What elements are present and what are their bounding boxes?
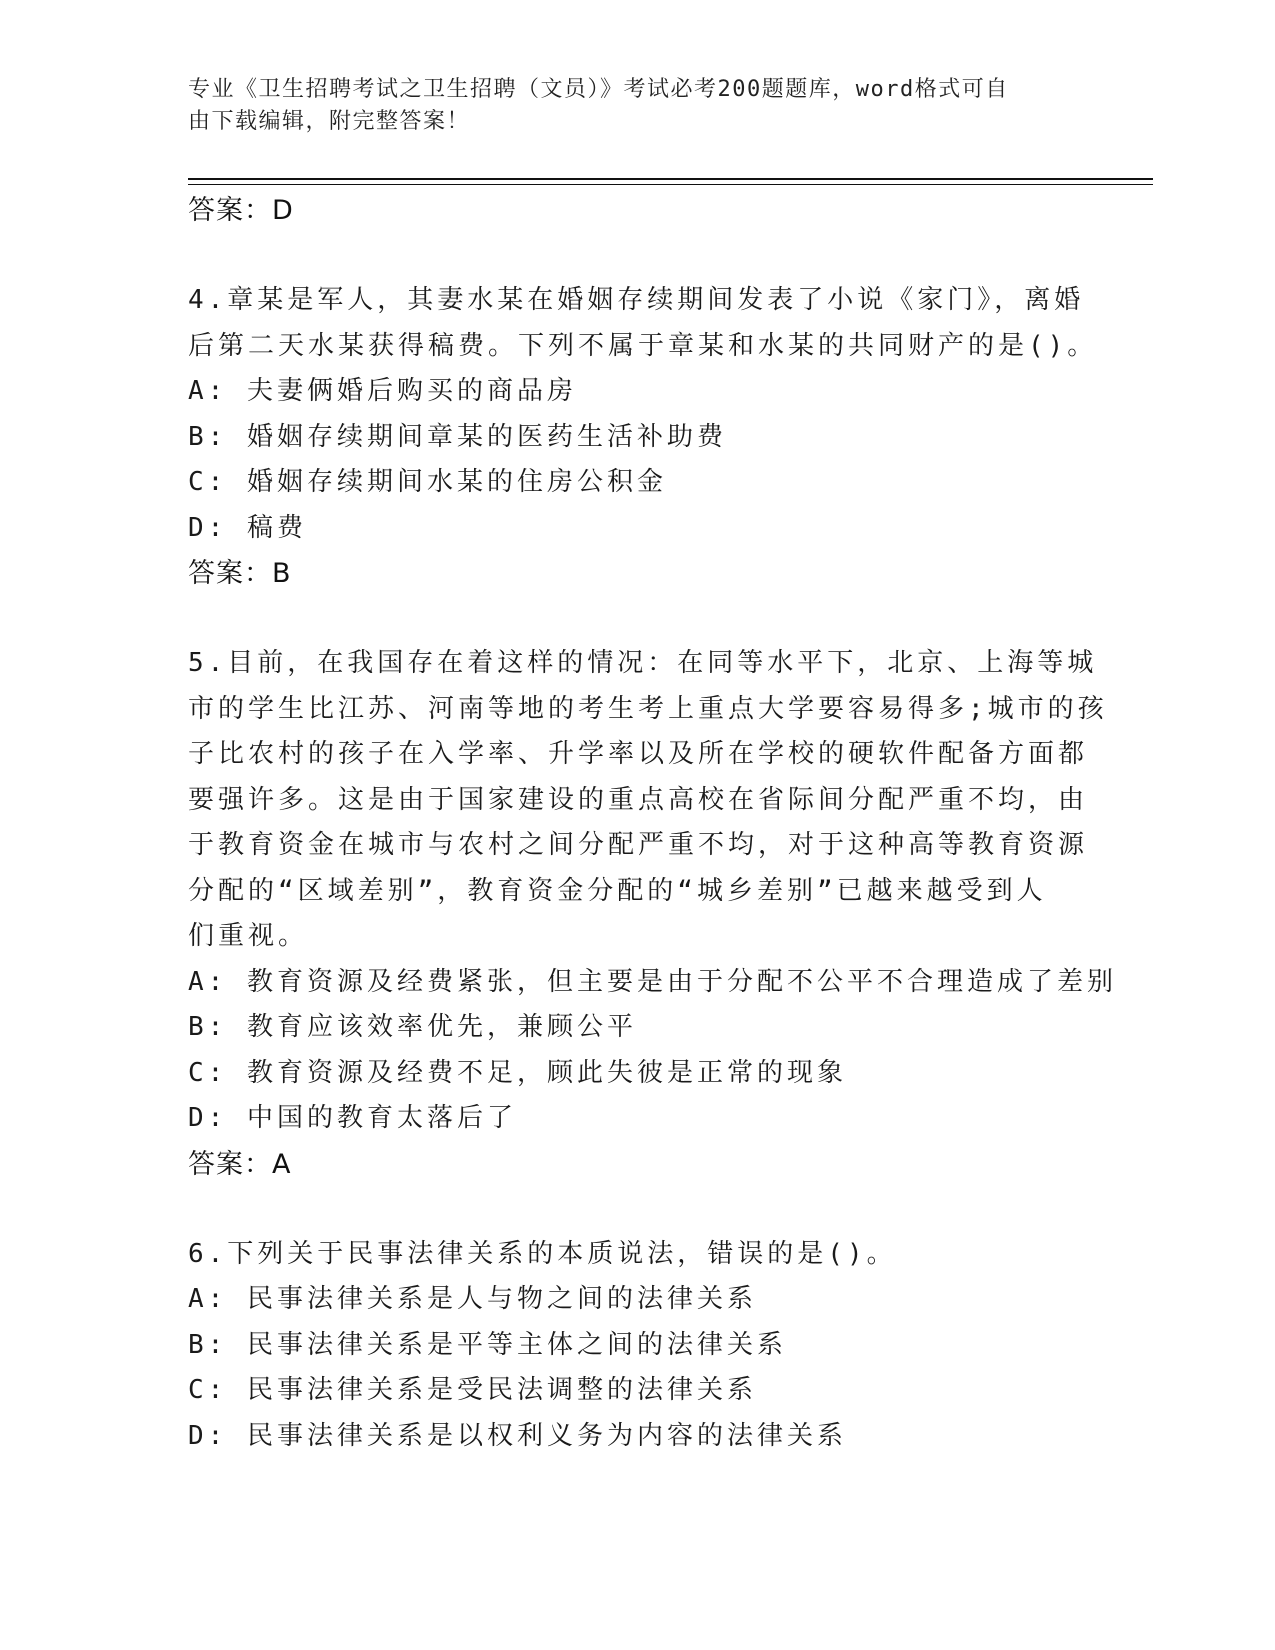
spacer	[188, 233, 1088, 278]
question-6-option-b: B: 民事法律关系是平等主体之间的法律关系	[188, 1329, 787, 1360]
question-5-option-a: A: 教育资源及经费紧张，但主要是由于分配不公平不合理造成了差别	[188, 966, 1117, 997]
question-5-line-6: 分配的“区域差别”，教育资金分配的“城乡差别”已越来越受到人	[188, 875, 1047, 906]
question-6-line-1: 6.下列关于民事法律关系的本质说法，错误的是()。	[188, 1238, 897, 1269]
answer-q3: 答案：D	[188, 195, 294, 226]
question-4-option-b: B: 婚姻存续期间章某的医药生活补助费	[188, 421, 727, 452]
question-4-option-c: C: 婚姻存续期间水某的住房公积金	[188, 467, 667, 497]
question-4	[188, 278, 1098, 596]
question-5-option-d: D: 中国的教育太落后了	[188, 1103, 517, 1133]
question-5-line-4: 要强许多。这是由于国家建设的重点高校在省际间分配严重不均，由	[188, 784, 1089, 815]
header-line-1: 专业《卫生招聘考试之卫生招聘（文员）》考试必考200题题库，word格式可自	[188, 77, 1009, 102]
page-header	[188, 74, 1068, 138]
question-6-option-c: C: 民事法律关系是受民法调整的法律关系	[188, 1375, 757, 1405]
header-rule-thick	[188, 178, 1153, 180]
question-5	[188, 641, 1117, 1187]
question-list	[188, 188, 1117, 1459]
question-5-line-3: 子比农村的孩子在入学率、升学率以及所在学校的硬软件配备方面都	[188, 739, 1089, 769]
question-5-line-1: 5.目前，在我国存在着这样的情况：在同等水平下，北京、上海等城	[188, 648, 1098, 678]
spacer	[188, 1187, 1088, 1232]
question-5-option-c: C: 教育资源及经费不足，顾此失彼是正常的现象	[188, 1057, 847, 1088]
question-5-option-b: B: 教育应该效率优先，兼顾公平	[188, 1012, 637, 1042]
question-6-option-d: D: 民事法律关系是以权利义务为内容的法律关系	[188, 1420, 847, 1451]
question-5-line-7: 们重视。	[188, 921, 309, 951]
question-5-line-2: 市的学生比江苏、河南等地的考生考上重点大学要容易得多;城市的孩	[188, 693, 1108, 724]
question-6-option-a: A: 民事法律关系是人与物之间的法律关系	[188, 1284, 757, 1314]
header-line-2: 由下载编辑，附完整答案！	[188, 109, 471, 134]
question-4-line-1: 4.章某是军人，其妻水某在婚姻存续期间发表了小说《家门》，离婚	[188, 285, 1085, 315]
header-rule-thin	[188, 184, 1153, 185]
question-4-line-2: 后第二天水某获得稿费。下列不属于章某和水某的共同财产的是()。	[188, 330, 1098, 361]
answer-q4: 答案：B	[188, 558, 292, 589]
question-6	[188, 1232, 1088, 1460]
question-4-option-a: A: 夫妻俩婚后购买的商品房	[188, 376, 577, 406]
question-5-line-5: 于教育资金在城市与农村之间分配严重不均，对于这种高等教育资源	[188, 830, 1089, 860]
spacer	[188, 596, 1088, 641]
answer-q5: 答案：A	[188, 1148, 292, 1180]
question-4-option-d: D: 稿费	[188, 512, 307, 543]
